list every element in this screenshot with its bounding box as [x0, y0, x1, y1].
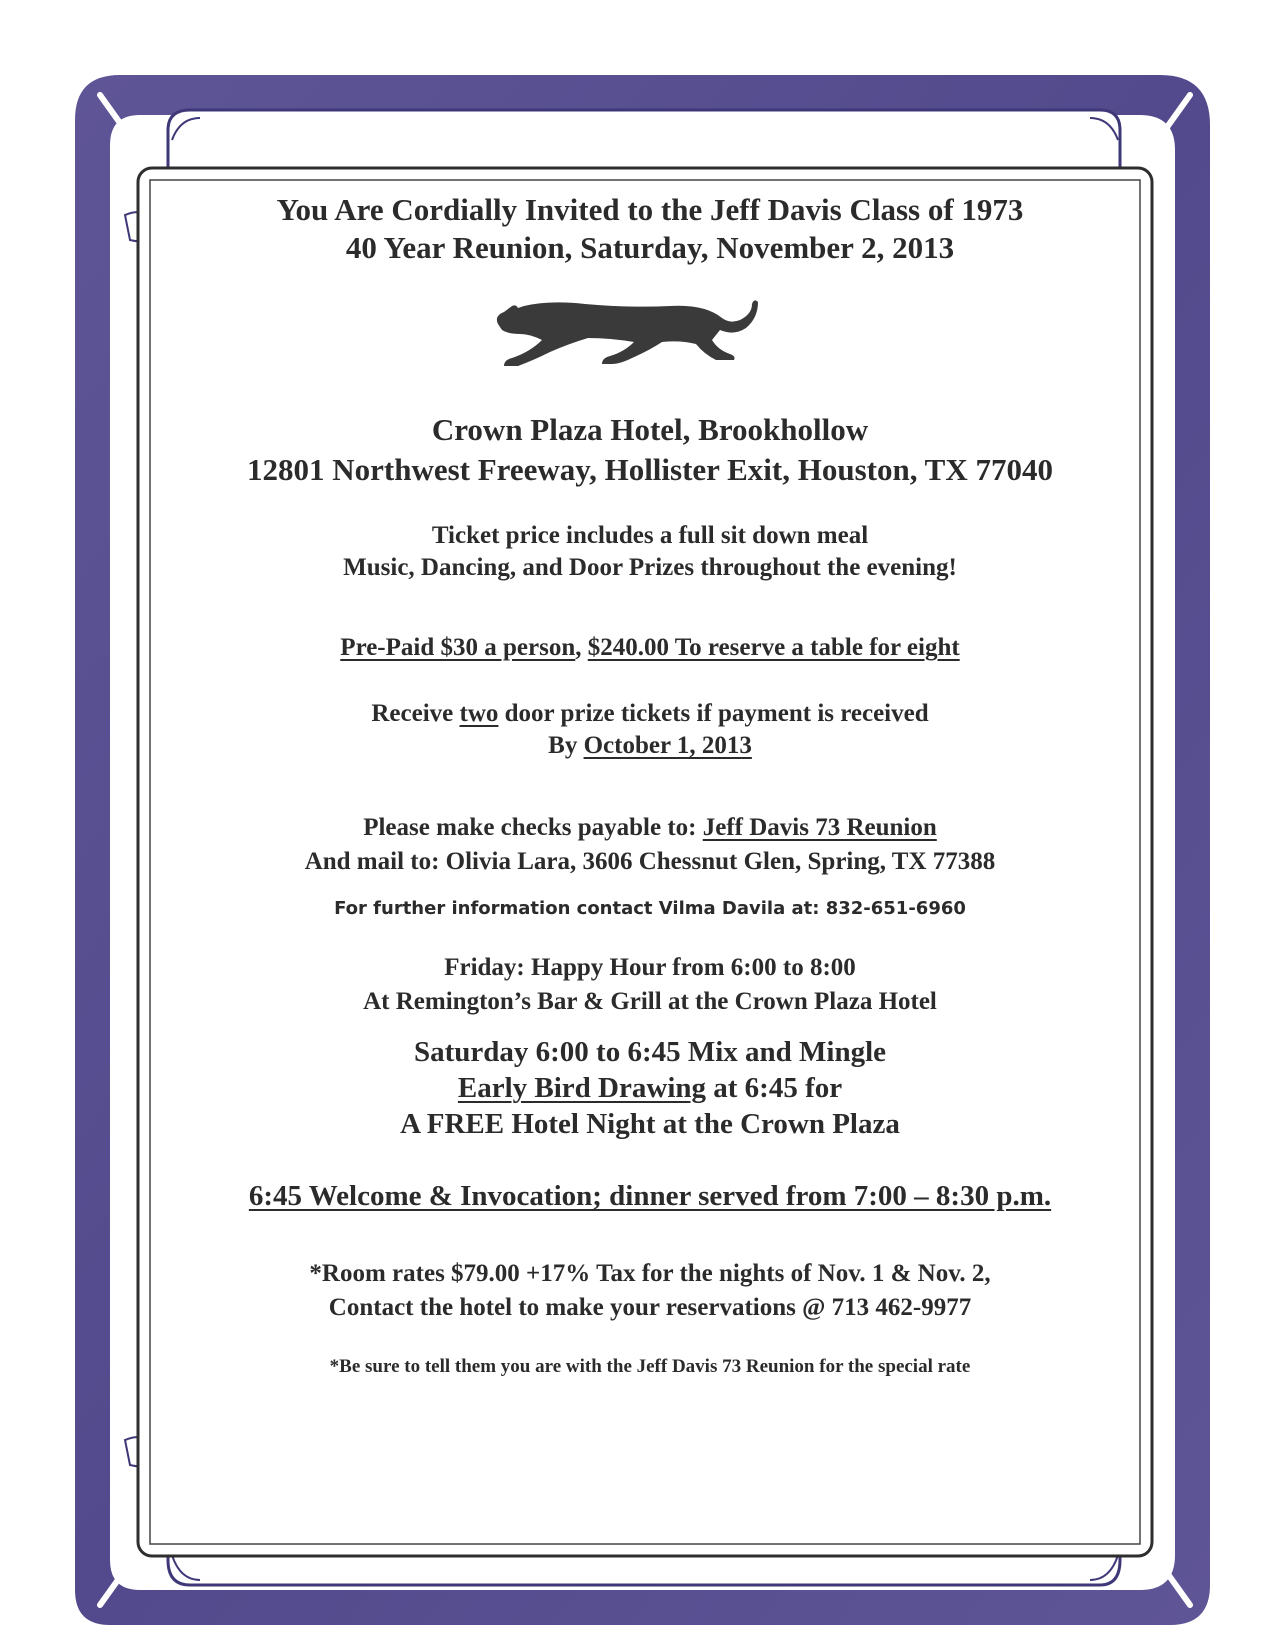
early-payment-by: By: [548, 732, 584, 759]
saturday-line-2: [152, 1072, 1148, 1105]
pricing-line: [152, 634, 1148, 662]
panther-icon: [490, 294, 760, 374]
early-payment-pre: Receive: [371, 700, 460, 727]
early-bird-drawing: Early Bird Drawing: [457, 1072, 707, 1104]
early-payment-post: door prize tickets if payment is received: [498, 700, 929, 727]
friday-line-2: At Remington’s Bar & Grill at the Crown Plaza Hotel: [363, 988, 937, 1015]
pricing-per-person: Pre-Paid $30 a person: [340, 634, 576, 661]
includes-line-1: Ticket price includes a full sit down meal: [431, 522, 869, 549]
early-payment-emphasis: two: [459, 700, 499, 727]
early-payment-line-1: [152, 700, 1148, 728]
checks-payable-to: Jeff Davis 73 Reunion: [702, 814, 937, 841]
venue-address: 12801 Northwest Freeway, Hollister Exit, Houston, TX 77040: [247, 452, 1053, 487]
pricing-separator: ,: [575, 634, 588, 661]
room-rates-line-1: *Room rates $79.00 +17% Tax for the nights of Nov. 1 & Nov. 2,: [309, 1260, 991, 1287]
pricing-table: $240.00 To reserve a table for eight: [587, 634, 960, 661]
invitation-content: [152, 186, 1148, 1540]
saturday-line-1: Saturday 6:00 to 6:45 Mix and Mingle: [413, 1036, 887, 1068]
room-rates-line-2: Contact the hotel to make your reservations @ 713 462-9977: [328, 1294, 972, 1321]
heading-line-2: 40 Year Reunion, Saturday, November 2, 2013: [345, 230, 955, 265]
saturday-line-3: A FREE Hotel Night at the Crown Plaza: [400, 1108, 900, 1140]
checks-mail-to: And mail to: Olivia Lara, 3606 Chessnut Glen, Spring, TX 77388: [304, 848, 996, 875]
early-payment-date: October 1, 2013: [583, 732, 752, 759]
schedule-line: 6:45 Welcome & Invocation; dinner served from 7:00 – 8:30 p.m.: [248, 1180, 1052, 1212]
special-rate-note: *Be sure to tell them you are with the Jeff Davis 73 Reunion for the special rate: [329, 1356, 971, 1377]
includes-line-2: Music, Dancing, and Door Prizes throughout the evening!: [343, 554, 957, 581]
saturday-drawing-time: at 6:45 for: [706, 1072, 843, 1104]
venue-name: Crown Plaza Hotel, Brookhollow: [431, 412, 869, 447]
friday-line-1: Friday: Happy Hour from 6:00 to 8:00: [444, 954, 856, 981]
checks-payable-label: Please make checks payable to:: [363, 814, 703, 841]
contact-line: For further information contact Vilma Davila at: 832-651-6960: [334, 898, 966, 919]
heading-line-1: You Are Cordially Invited to the Jeff Davis Class of 1973: [276, 192, 1024, 227]
early-payment-line-2: [152, 732, 1148, 760]
checks-payable-line: [152, 814, 1148, 842]
